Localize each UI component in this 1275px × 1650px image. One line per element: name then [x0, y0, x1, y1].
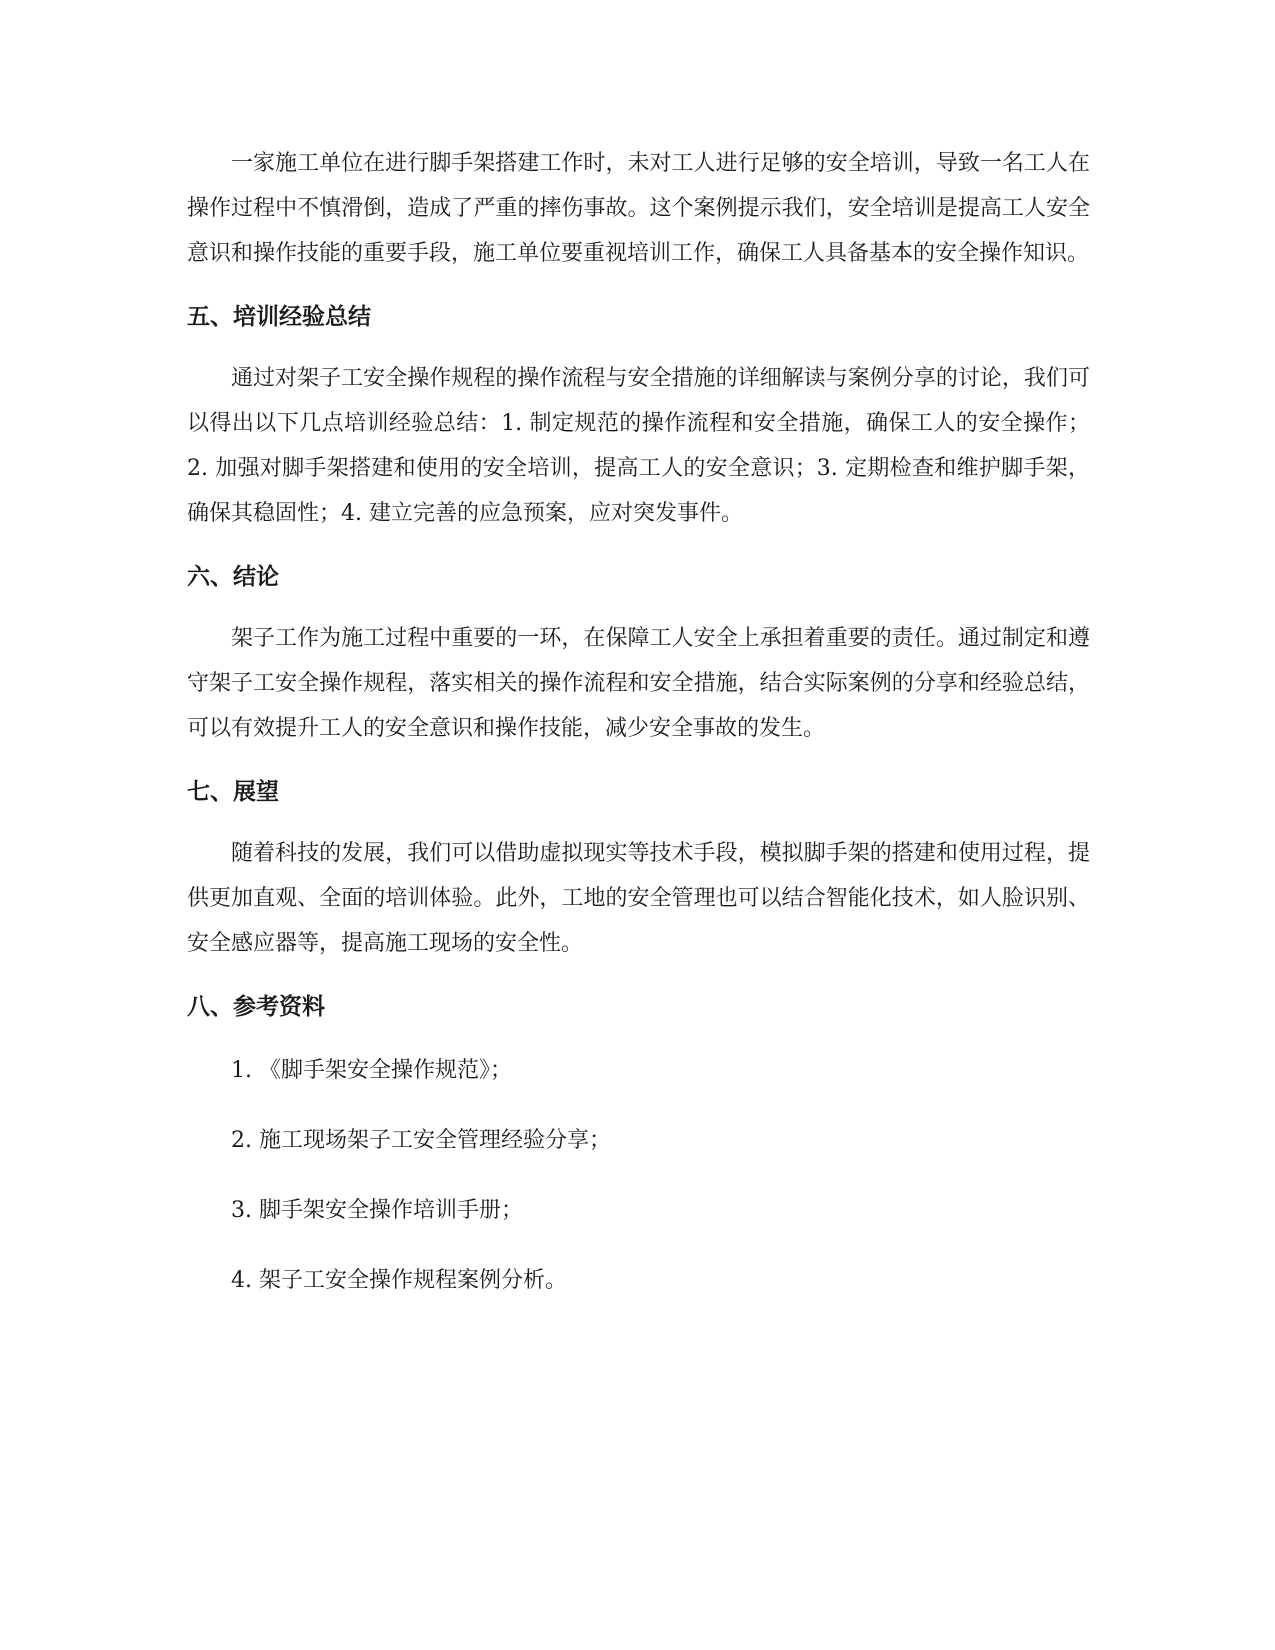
document-content [187, 141, 1090, 1298]
section-heading-references: 八、参考资料 [187, 994, 325, 1020]
section-heading-conclusion: 六、结论 [187, 564, 279, 590]
section-heading-outlook: 七、展望 [187, 779, 279, 805]
training-summary-paragraph: 通过对架子工安全操作规程的操作流程与安全措施的详细解读与案例分享的讨论，我们可以得出以下几点培训经验总结：1. 制定规范的操作流程和安全措施，确保工人的安全操作；2. 加强对脚手架搭建和使用的安全培训，提高工人的安全意识；3. 定期检查和维护脚手架，确保其稳固性；4. 建立完善的应急预案，应对突发事件。 [187, 366, 1090, 526]
section-heading-training-summary: 五、培训经验总结 [187, 304, 371, 330]
case-paragraph: 一家施工单位在进行脚手架搭建工作时，未对工人进行足够的安全培训，导致一名工人在操作过程中不慎滑倒，造成了严重的摔伤事故。这个案例提示我们，安全培训是提高工人安全意识和操作技能的重要手段，施工单位要重视培训工作，确保工人具备基本的安全操作知识。 [187, 151, 1090, 266]
reference-list [187, 1054, 1090, 1298]
reference-item: 3. 脚手架安全操作培训手册； [231, 1198, 523, 1223]
reference-item: 2. 施工现场架子工安全管理经验分享； [231, 1128, 611, 1153]
reference-item: 4. 架子工安全操作规程案例分析。 [231, 1268, 567, 1293]
conclusion-paragraph: 架子工作为施工过程中重要的一环，在保障工人安全上承担着重要的责任。通过制定和遵守架子工安全操作规程，落实相关的操作流程和安全措施，结合实际案例的分享和经验总结，可以有效提升工人的安全意识和操作技能，减少安全事故的发生。 [187, 626, 1090, 741]
reference-item: 1. 《脚手架安全操作规范》； [231, 1058, 512, 1083]
outlook-paragraph: 随着科技的发展，我们可以借助虚拟现实等技术手段，模拟脚手架的搭建和使用过程，提供更加直观、全面的培训体验。此外，工地的安全管理也可以结合智能化技术，如人脸识别、安全感应器等，提高施工现场的安全性。 [187, 841, 1090, 956]
